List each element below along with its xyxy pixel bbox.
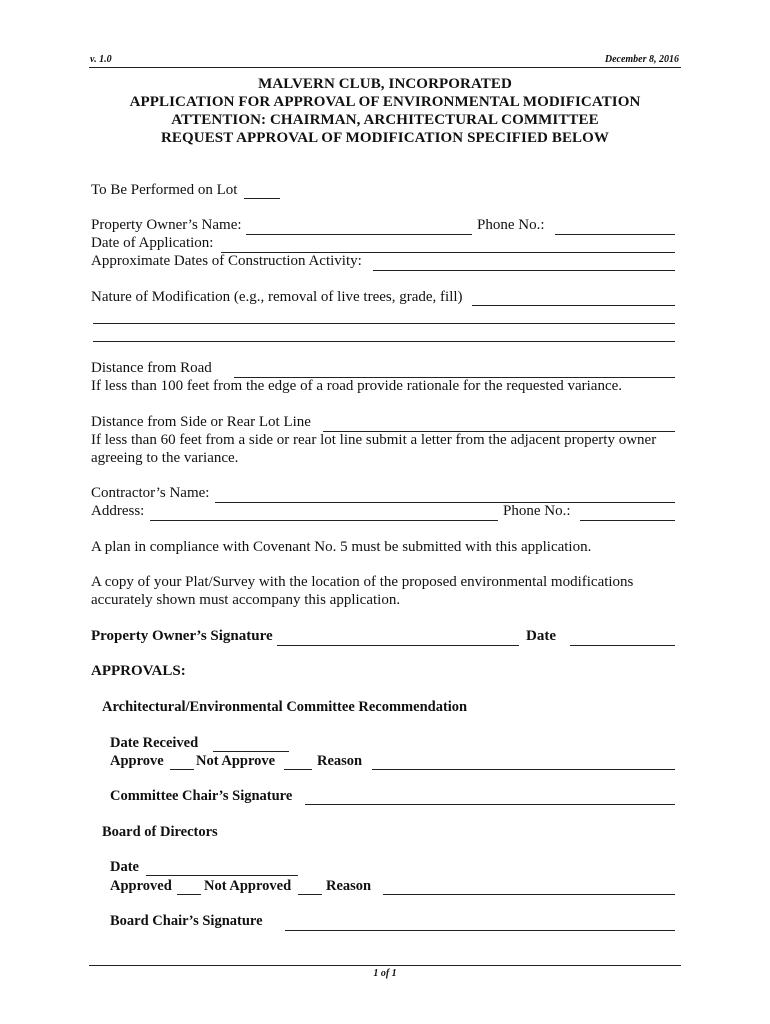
not-approve-checkbox-line[interactable]	[284, 755, 312, 770]
construction-dates-label: Approximate Dates of Construction Activity:	[91, 253, 362, 269]
owner-phone-label: Phone No.:	[477, 217, 545, 233]
board-reason-field[interactable]	[383, 880, 675, 895]
nature-field[interactable]	[472, 291, 675, 306]
owner-signature-label: Property Owner’s Signature	[91, 628, 273, 644]
side-note-line-1: If less than 60 feet from a side or rear lot line submit a letter from the adjacent property owner	[91, 432, 657, 448]
not-approve-label: Not Approve	[196, 753, 276, 769]
page-number: 1 of 1	[373, 968, 397, 979]
contractor-name-label: Contractor’s Name:	[91, 485, 210, 501]
committee-signature-label: Committee Chair’s Signature	[110, 788, 293, 804]
board-heading: Board of Directors	[102, 824, 218, 840]
header-rule	[89, 67, 681, 68]
owner-signature-field[interactable]	[277, 631, 519, 646]
request-line: REQUEST APPROVAL OF MODIFICATION SPECIFIED BELOW	[160, 130, 610, 146]
lot-label: To Be Performed on Lot	[91, 182, 238, 198]
covenant-note: A plan in compliance with Covenant No. 5 must be submitted with this application.	[91, 539, 592, 555]
date-received-field[interactable]	[213, 737, 289, 752]
lot-field[interactable]	[244, 184, 280, 199]
contractor-name-field[interactable]	[215, 488, 675, 503]
committee-reason-field[interactable]	[372, 755, 675, 770]
nature-field-line-2[interactable]	[93, 309, 675, 324]
plat-note-line-1: A copy of your Plat/Survey with the location of the proposed environmental modifications	[91, 574, 634, 590]
nature-label: Nature of Modification (e.g., removal of live trees, grade, fill)	[91, 289, 463, 305]
committee-heading: Architectural/Environmental Committee Recommendation	[102, 699, 468, 715]
board-signature-label: Board Chair’s Signature	[110, 913, 263, 929]
footer-rule	[89, 965, 681, 966]
not-approved-checkbox-line[interactable]	[298, 880, 322, 895]
board-reason-label: Reason	[326, 878, 372, 894]
signature-date-field[interactable]	[570, 631, 675, 646]
approved-checkbox-line[interactable]	[177, 880, 201, 895]
committee-reason-label: Reason	[317, 753, 363, 769]
approved-label: Approved	[110, 878, 172, 894]
construction-dates-field[interactable]	[373, 256, 675, 271]
road-distance-label: Distance from Road	[91, 360, 212, 376]
owner-name-label: Property Owner’s Name:	[91, 217, 242, 233]
approve-checkbox-line[interactable]	[170, 755, 194, 770]
road-distance-field[interactable]	[234, 363, 675, 378]
side-distance-label: Distance from Side or Rear Lot Line	[91, 414, 311, 430]
approvals-heading: APPROVALS:	[91, 663, 186, 679]
approve-label: Approve	[110, 753, 164, 769]
signature-date-label: Date	[526, 628, 556, 644]
contractor-phone-field[interactable]	[580, 506, 675, 521]
side-note-line-2: agreeing to the variance.	[91, 450, 239, 466]
plat-note-line-2: accurately shown must accompany this application.	[91, 592, 401, 608]
date-application-label: Date of Application:	[91, 235, 214, 251]
club-name: MALVERN CLUB, INCORPORATED	[258, 76, 512, 92]
board-signature-field[interactable]	[285, 916, 675, 931]
form-title: APPLICATION FOR APPROVAL OF ENVIRONMENTAL MODIFICATION	[129, 94, 641, 110]
owner-phone-field[interactable]	[555, 220, 675, 235]
date-application-field[interactable]	[221, 238, 675, 253]
nature-field-line-3[interactable]	[93, 327, 675, 342]
date-received-label: Date Received	[110, 735, 199, 751]
attention-line: ATTENTION: CHAIRMAN, ARCHITECTURAL COMMITTEE	[171, 112, 599, 128]
contractor-phone-label: Phone No.:	[503, 503, 571, 519]
board-date-field[interactable]	[146, 861, 298, 876]
not-approved-label: Not Approved	[204, 878, 292, 894]
owner-name-field[interactable]	[246, 220, 472, 235]
address-field[interactable]	[150, 506, 498, 521]
road-note: If less than 100 feet from the edge of a road provide rationale for the requested variance.	[91, 378, 623, 394]
side-distance-field[interactable]	[323, 417, 675, 432]
board-date-label: Date	[110, 859, 139, 875]
address-label: Address:	[91, 503, 145, 519]
committee-signature-field[interactable]	[305, 790, 675, 805]
revision-date: December 8, 2016	[604, 54, 679, 65]
version-label: v. 1.0	[90, 54, 112, 65]
